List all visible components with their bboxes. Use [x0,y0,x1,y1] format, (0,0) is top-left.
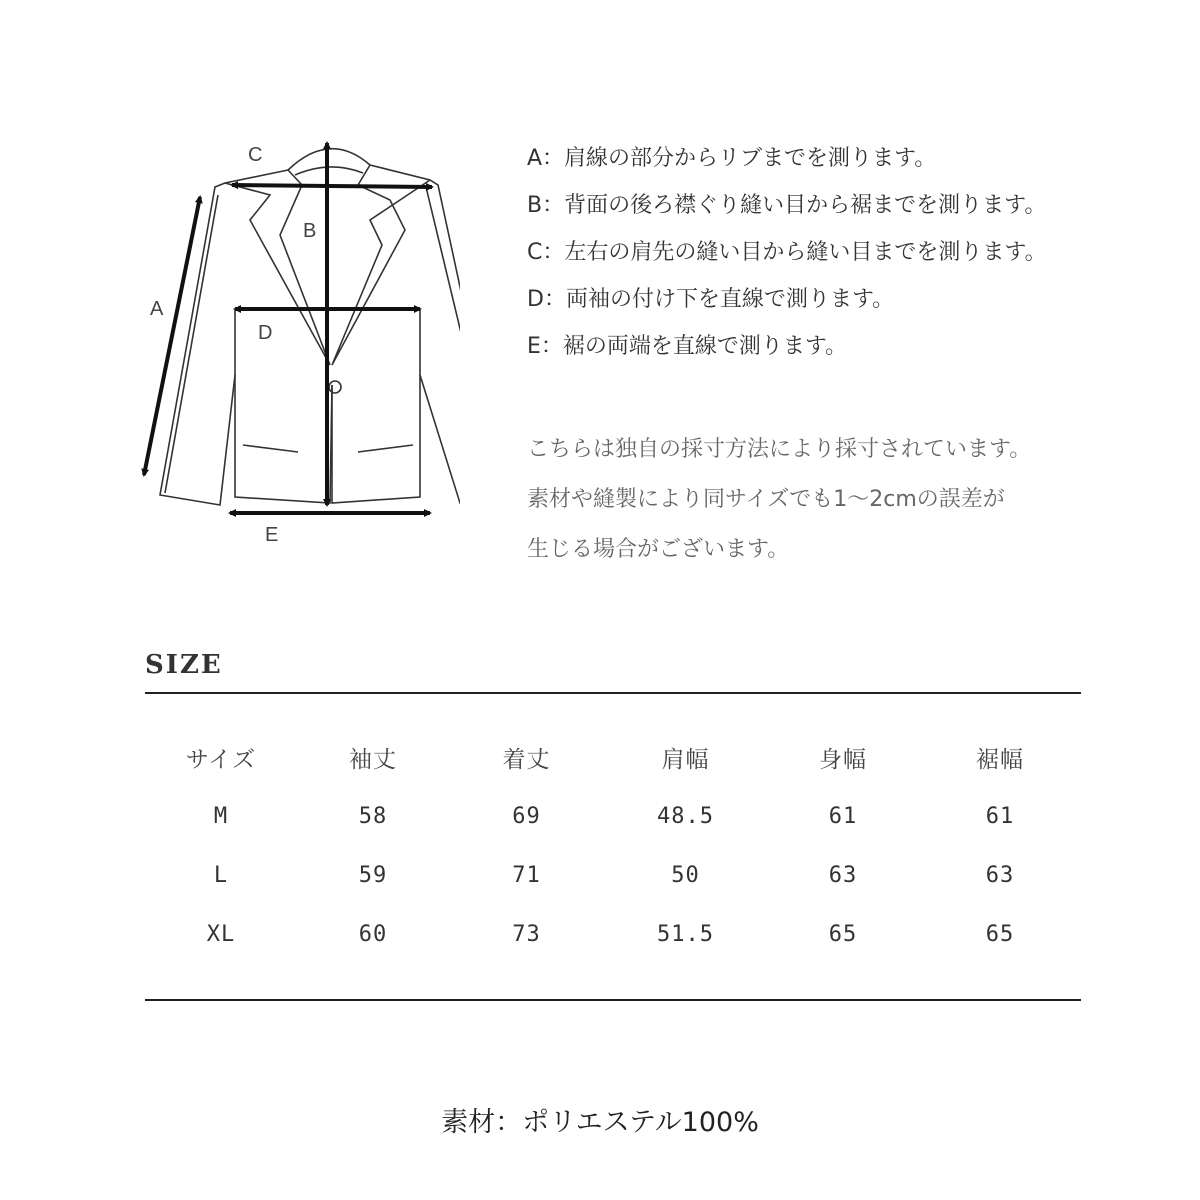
table-cell: 73 [512,922,541,947]
column-header: 身幅 [819,747,867,773]
left-body [235,310,332,503]
measurement-notes [527,135,1167,370]
table-row [145,905,1081,964]
arrow-c [232,185,432,187]
column-header: 裾幅 [976,747,1024,773]
column-header: 着丈 [502,747,551,773]
measurement-arrows [144,143,432,513]
jacket-measurement-diagram [120,125,460,555]
label-a: A [150,298,164,320]
jacket-outline-drawing [120,125,460,555]
measurement-disclaimer [527,425,1177,575]
table-cell: XL [206,922,236,947]
table-cell: 48.5 [657,804,714,829]
table-cell: 63 [828,863,858,888]
table-cell: 63 [985,863,1015,888]
label-b: B [303,220,317,242]
size-table [145,728,1081,964]
table-top-rule [145,692,1081,694]
table-cell: 65 [828,922,858,947]
table-cell: 61 [828,804,858,829]
table-cell: 51.5 [657,922,714,947]
disclaimer-line: こちらは独自の採寸方法により採寸されています。 [527,437,1032,462]
table-bottom-rule [145,999,1081,1001]
table-cell: L [213,863,229,888]
table-row [145,846,1081,905]
arrow-a [144,197,200,475]
column-header: サイズ [185,747,257,773]
note-c: C：左右の肩先の縫い目から縫い目までを測ります。 [527,240,1047,265]
label-e: E [265,524,279,546]
right-sleeve [370,165,460,495]
table-cell: 69 [512,804,541,829]
column-header: 肩幅 [661,747,710,773]
table-cell: 61 [985,804,1015,829]
material-text: 素材：ポリエステル100% [441,1107,759,1138]
note-a: A：肩線の部分からリブまでを測ります。 [527,146,937,171]
note-d: D：両袖の付け下を直線で測ります。 [527,287,895,312]
size-heading: SIZE [145,650,223,680]
table-cell: 50 [671,863,700,888]
disclaimer-line: 素材や縫製により同サイズでも1～2cmの誤差が [527,487,1005,512]
label-d: D [258,322,273,344]
table-cell: 71 [512,863,541,888]
table-cell: 58 [358,804,388,829]
jacket-outline [160,149,460,505]
disclaimer-line: 生じる場合がございます。 [527,537,790,562]
label-c: C [248,144,263,166]
note-b: B：背面の後ろ襟ぐり縫い目から裾までを測ります。 [527,193,1047,218]
note-e: E：裾の両端を直線で測ります。 [527,334,848,359]
table-row [145,787,1081,846]
table-cell: M [213,804,229,829]
table-cell: 59 [358,863,388,888]
table-cell: 60 [358,922,388,947]
table-header-row [145,728,1081,787]
table-cell: 65 [985,922,1015,947]
column-header: 袖丈 [349,747,397,773]
